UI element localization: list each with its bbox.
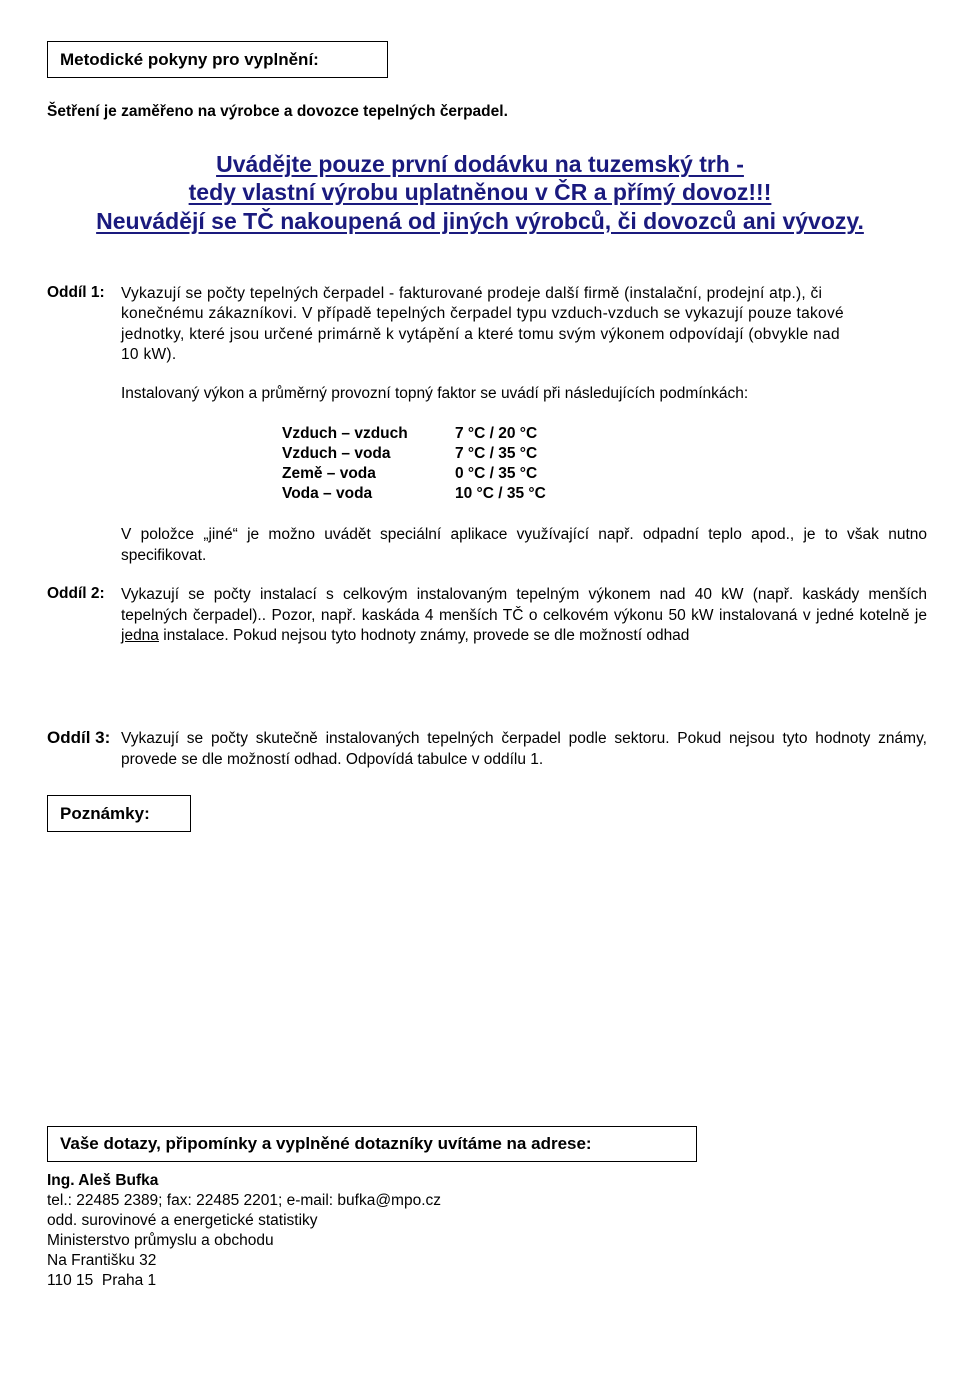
- condition-type: Země – voda: [282, 465, 376, 482]
- section-1-text-cont: [121, 304, 927, 366]
- intro-text: Šetření je zaměřeno na výrobce a dovozce tepelných čerpadel.: [47, 103, 508, 120]
- headline-line-1: Uvádějte pouze první dodávku na tuzemský trh -: [216, 151, 744, 177]
- section-2-text-underlined: jedna: [121, 627, 159, 644]
- section-1-line-2a: konečnému zákazníkovi.: [121, 305, 298, 322]
- instructions-header-box: [47, 41, 388, 78]
- contact-box-title: Vaše dotazy, připomínky a vyplněné dotazníky uvítáme na adrese:: [60, 1134, 592, 1153]
- section-2-label: Oddíl 2:: [47, 585, 105, 602]
- contact-details: [47, 1171, 441, 1291]
- section-1-text: [121, 284, 927, 305]
- contact-department: odd. surovinové a energetické statistiky: [47, 1212, 318, 1229]
- section-1-line-1: Vykazují se počty tepelných čerpadel - fakturované prodeje další firmě (instalační, prodejní atp.), či: [121, 285, 823, 302]
- other-note: V položce „jiné“ je možno uvádět speciální aplikace využívající např. odpadní teplo apod., je to však nutno specifikovat.: [121, 526, 927, 564]
- contact-name: Ing. Aleš Bufka: [47, 1172, 159, 1189]
- notes-title: Poznámky:: [60, 803, 150, 823]
- conditions-table: [282, 424, 546, 504]
- headline-line-3: Neuvádějí se TČ nakoupená od jiných výrobců, či dovozců ani vývozy.: [96, 208, 864, 234]
- conditions-row: [282, 484, 546, 504]
- section-1-line-3: jednotky, které jsou určené primárně k vytápění a které tomu svým výkonem odpovídají (obvykle nad: [121, 325, 840, 343]
- notes-box: [47, 795, 191, 832]
- conditions-row: [282, 424, 546, 444]
- condition-type: Vzduch – vzduch: [282, 425, 408, 442]
- contact-city: 110 15 Praha 1: [47, 1272, 157, 1289]
- conditions-intro: Instalovaný výkon a průměrný provozní topný faktor se uvádí při následujících podmínkách:: [121, 385, 749, 402]
- condition-value: 10 °C / 35 °C: [455, 485, 546, 502]
- condition-value: 0 °C / 35 °C: [455, 465, 538, 482]
- section-2-text-before: Vykazují se počty instalací s celkovým instalovaným tepelným výkonem nad 40 kW (např. kaskády menších tepelných čerpadel).. Pozor, např. kaskáda 4 menších TČ o celkovém výkonu 50 kW instalovaná v jedné kotelně je: [121, 586, 927, 624]
- section-1-line-2b: V případě tepelných čerpadel typu vzduch-vzduch se vykazují pouze takové: [301, 305, 844, 322]
- condition-value: 7 °C / 35 °C: [455, 445, 538, 462]
- conditions-row: [282, 444, 546, 464]
- condition-type: Voda – voda: [282, 485, 373, 502]
- section-2-text-after: instalace. Pokud nejsou tyto hodnoty známy, provede se dle možností odhad: [163, 627, 690, 644]
- contact-box: [47, 1126, 697, 1162]
- condition-type: Vzduch – voda: [282, 445, 391, 462]
- section-3-text: Vykazují se počty skutečně instalovaných tepelných čerpadel podle sektoru. Pokud nejsou tyto hodnoty známy, provede se dle možností odhad. Odpovídá tabulce v oddílu 1.: [121, 730, 927, 768]
- contact-street: Na Františku 32: [47, 1252, 157, 1269]
- condition-value: 7 °C / 20 °C: [455, 425, 538, 442]
- section-2-text: [121, 585, 927, 647]
- section-1-label: Oddíl 1:: [47, 284, 105, 301]
- section-3-label: Oddíl 3:: [47, 728, 111, 747]
- contact-ministry: Ministerstvo průmyslu a obchodu: [47, 1232, 274, 1249]
- contact-phone-line: tel.: 22485 2389; fax: 22485 2201; e-mail: bufka@mpo.cz: [47, 1192, 442, 1209]
- headline-line-2: tedy vlastní výrobu uplatněnou v ČR a přímý dovoz!!!: [188, 179, 772, 205]
- section-1-line-4: 10 kW).: [121, 346, 177, 363]
- conditions-row: [282, 464, 546, 484]
- instructions-header-title: Metodické pokyny pro vyplnění:: [60, 49, 319, 69]
